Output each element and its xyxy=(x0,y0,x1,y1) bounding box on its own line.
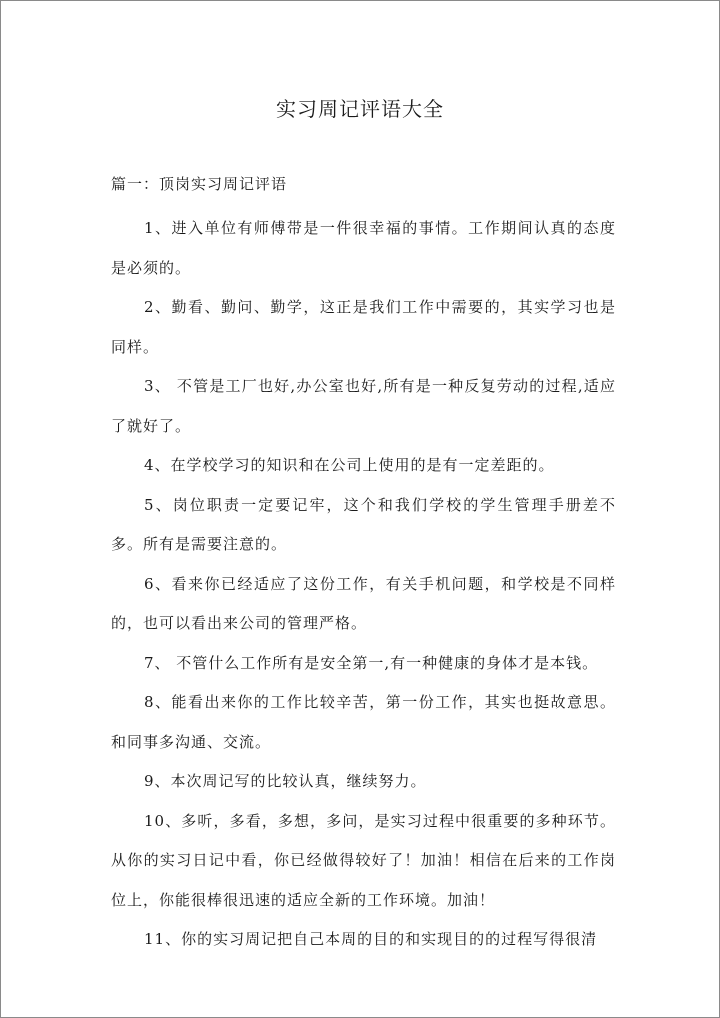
paragraph: 4、在学校学习的知识和在公司上使用的是有一定差距的。 xyxy=(144,456,555,474)
paragraph: 6、看来你已经适应了这份工作，有关手机问题，和学校是不同样的，也可以看出来公司的管理严格。 xyxy=(111,574,616,632)
paragraph: 1、进入单位有师傅带是一件很幸福的事情。工作期间认真的态度是必须的。 xyxy=(111,219,616,277)
paragraph: 9、本次周记写的比较认真，继续努力。 xyxy=(144,772,427,790)
section-title: 篇一：顶岗实习周记评语 xyxy=(111,175,288,193)
paragraph: 8、能看出来你的工作比较辛苦，第一份工作，其实也挺故意思。和同事多沟通、交流。 xyxy=(111,693,616,751)
paragraph: 3、 不管是工厂也好,办公室也好,所有是一种反复劳动的过程,适应了就好了。 xyxy=(111,377,616,435)
paragraph: 7、 不管什么工作所有是安全第一,有一种健康的身体才是本钱。 xyxy=(144,653,599,672)
paragraph: 5、岗位职责一定要记牢，这个和我们学校的学生管理手册差不多。所有是需要注意的。 xyxy=(111,495,616,553)
document-body xyxy=(111,209,616,960)
paragraph: 2、勤看、勤问、勤学，这正是我们工作中需要的，其实学习也是同样。 xyxy=(111,298,616,356)
document-title: 实习周记评语大全 xyxy=(276,97,444,121)
paragraph: 10、多听，多看，多想，多问，是实习过程中很重要的多种环节。从你的实习日记中看，你已经做得较好了！加油！相信在后来的工作岗位上，你能很棒很迅速的适应全新的工作环境。加油！ xyxy=(111,811,616,909)
paragraph: 11、你的实习周记把自己本周的目的和实现目的的过程写得很清 xyxy=(144,930,598,948)
